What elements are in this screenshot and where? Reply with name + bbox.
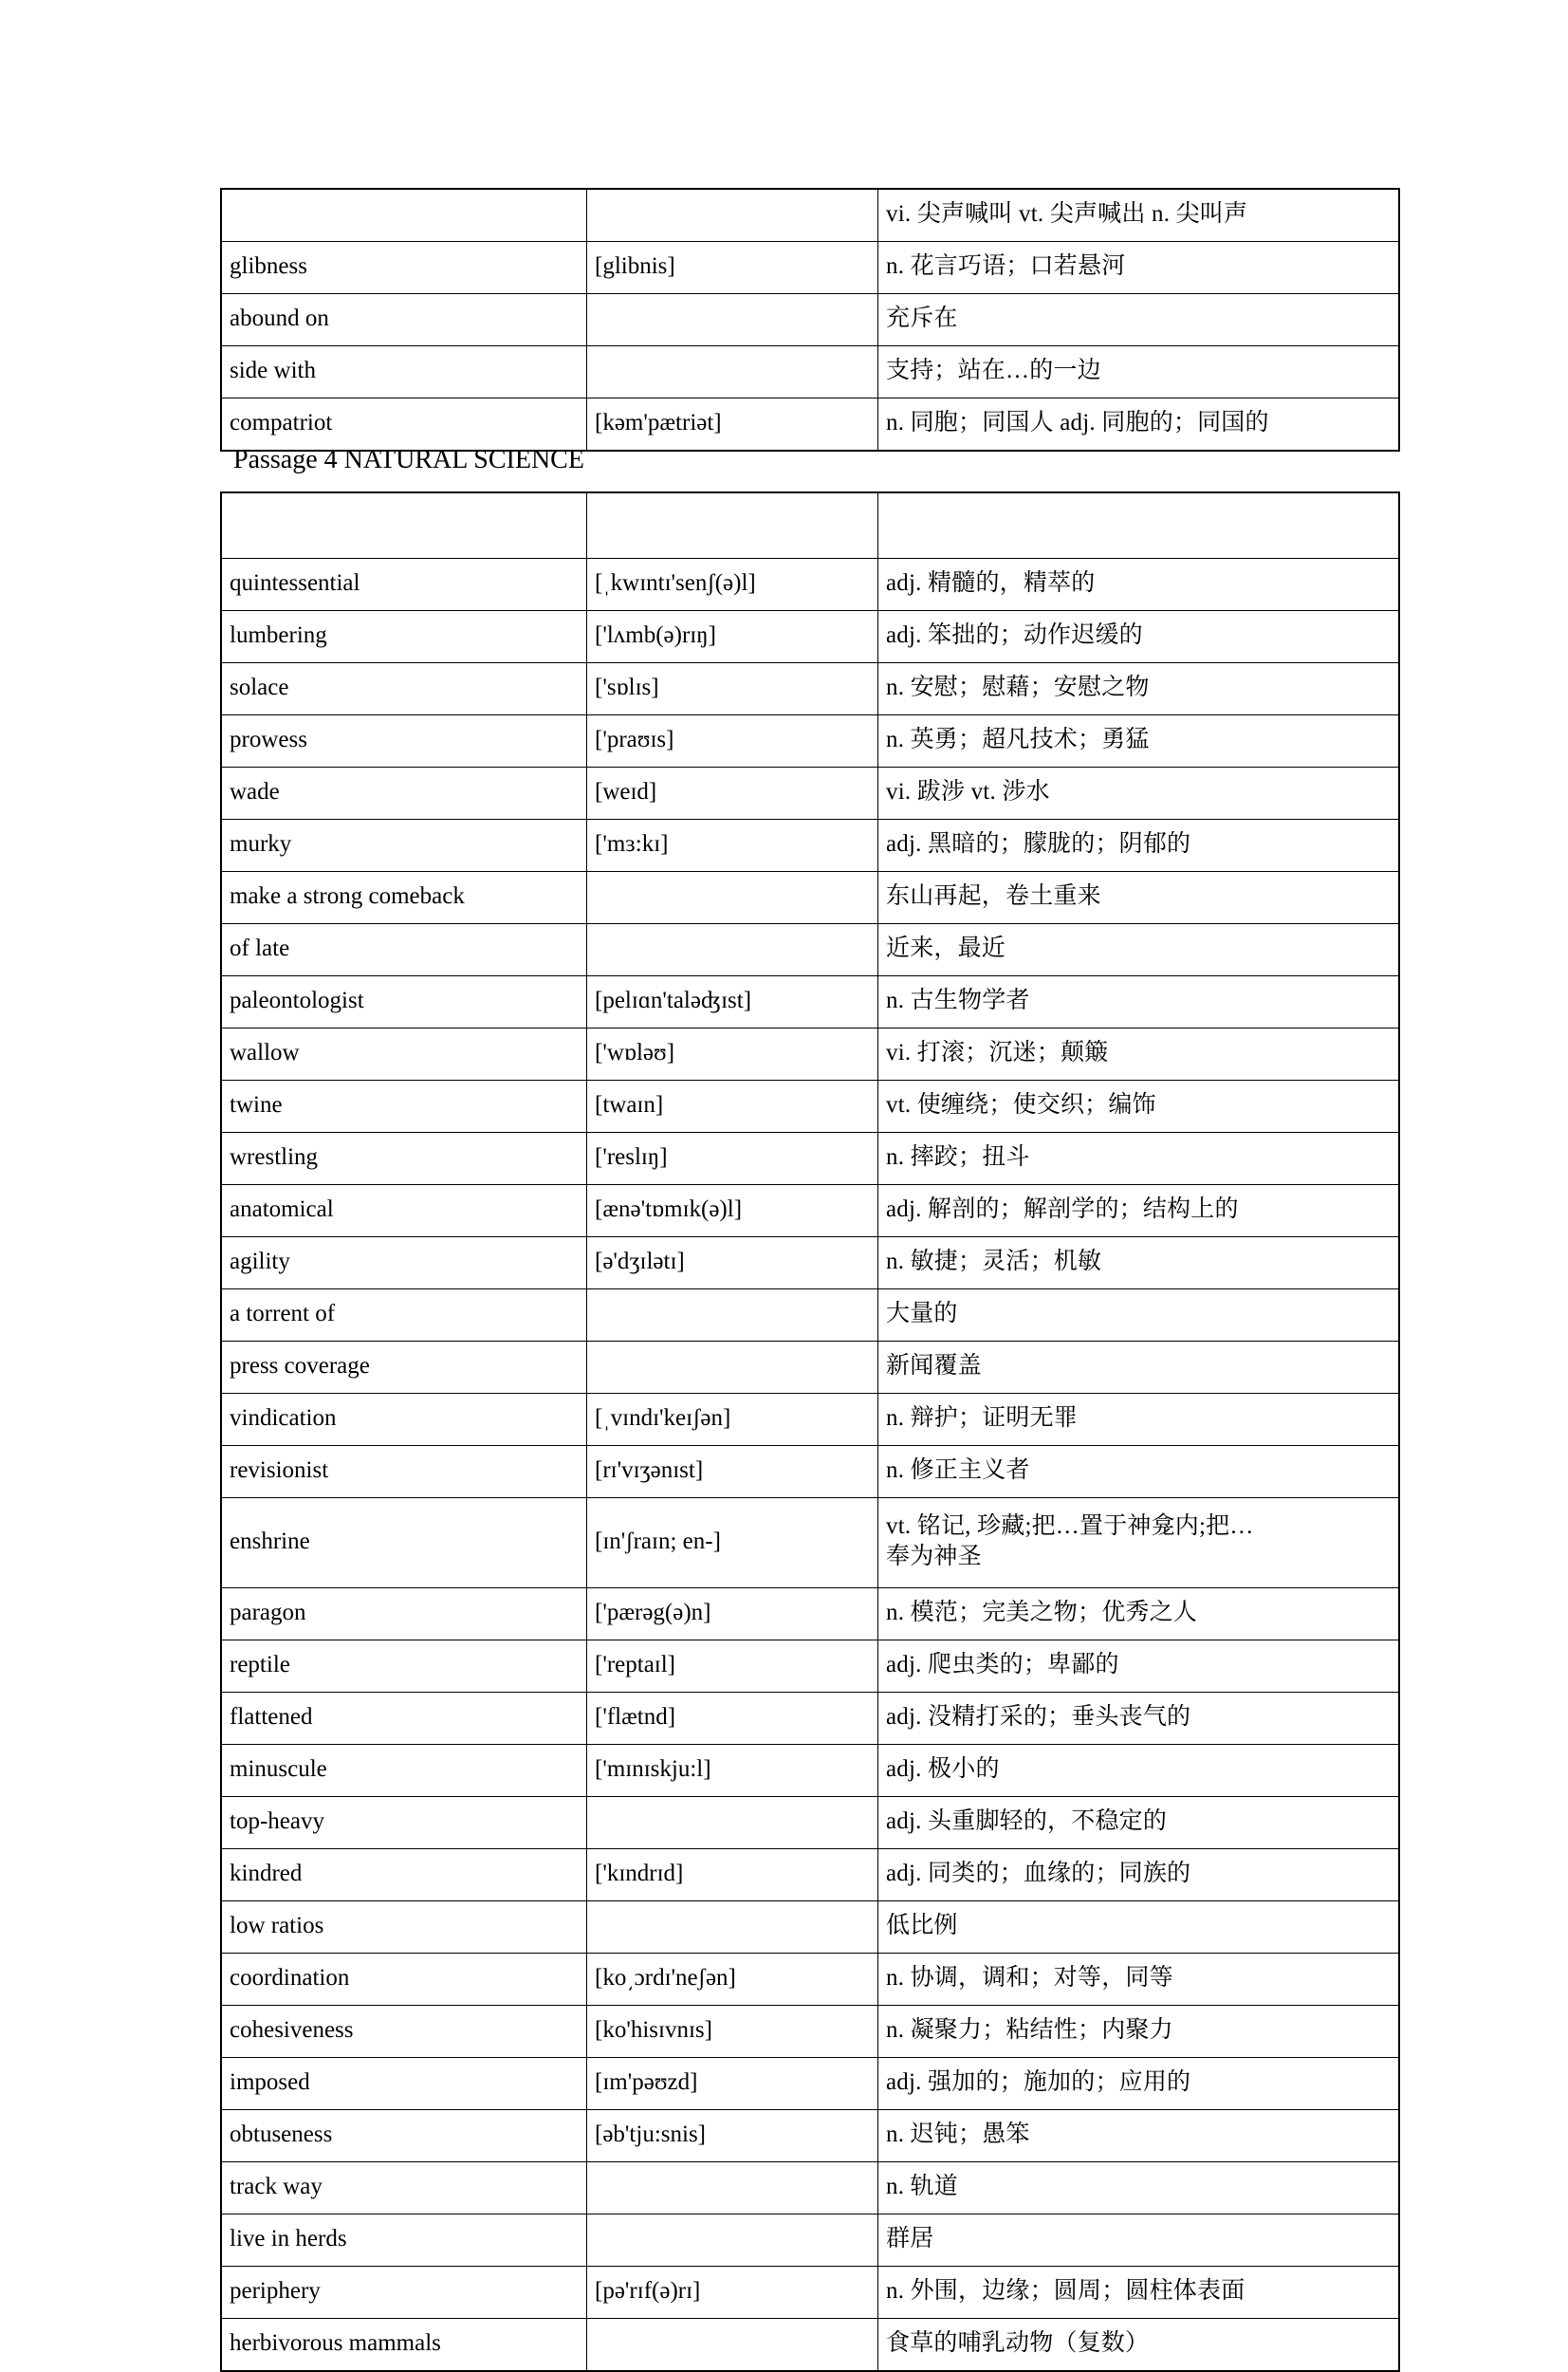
cell-definition: n. 轨道 xyxy=(878,2162,1400,2214)
table-row xyxy=(221,1342,1399,1394)
cell-word: murky xyxy=(221,820,587,872)
cell-word: side with xyxy=(221,346,587,398)
cell-word: kindred xyxy=(221,1849,587,1901)
table-row xyxy=(221,2214,1399,2267)
table-row xyxy=(221,1081,1399,1133)
cell-word: coordination xyxy=(221,1954,587,2006)
table-row xyxy=(221,1693,1399,1745)
cell-word: solace xyxy=(221,663,587,715)
top-table-container xyxy=(220,188,1349,452)
cell-definition: n. 同胞；同国人 adj. 同胞的；同国的 xyxy=(878,398,1400,452)
table-row xyxy=(221,1640,1399,1693)
cell-phonetic: [ˌkwɪntɪ'senʃ(ə)l] xyxy=(587,559,878,611)
cell-definition: 大量的 xyxy=(878,1289,1400,1342)
top-table-body xyxy=(221,189,1399,451)
table-row xyxy=(221,189,1399,242)
cell-phonetic xyxy=(587,924,878,976)
cell-phonetic xyxy=(587,2319,878,2372)
table-row xyxy=(221,1797,1399,1849)
table-row xyxy=(221,1745,1399,1797)
table-header-row xyxy=(221,492,1399,559)
cell-definition: adj. 解剖的；解剖学的；结构上的 xyxy=(878,1185,1400,1237)
cell-phonetic: ['mɜ:kɪ] xyxy=(587,820,878,872)
cell-word: track way xyxy=(221,2162,587,2214)
table-row xyxy=(221,242,1399,294)
cell-phonetic: ['reptaɪl] xyxy=(587,1640,878,1693)
cell-phonetic xyxy=(587,346,878,398)
cell-phonetic xyxy=(587,1289,878,1342)
table-row xyxy=(221,346,1399,398)
cell-word: anatomical xyxy=(221,1185,587,1237)
cell-phonetic: ['flætnd] xyxy=(587,1693,878,1745)
table-row xyxy=(221,1185,1399,1237)
table-row xyxy=(221,2110,1399,2162)
vocabulary-table-passage-4 xyxy=(220,491,1400,2372)
cell-definition: n. 安慰；慰藉；安慰之物 xyxy=(878,663,1400,715)
cell-word: periphery xyxy=(221,2267,587,2319)
table-row xyxy=(221,1901,1399,1954)
cell-word: agility xyxy=(221,1237,587,1289)
cell-word: wallow xyxy=(221,1028,587,1081)
passage-title: Passage 4 NATURAL SCIENCE xyxy=(233,445,584,474)
header-cell-definition xyxy=(878,492,1400,559)
table-row xyxy=(221,768,1399,820)
cell-definition: 充斥在 xyxy=(878,294,1400,346)
cell-definition: 食草的哺乳动物（复数） xyxy=(878,2319,1400,2372)
cell-phonetic: ['praʊɪs] xyxy=(587,715,878,768)
cell-word: make a strong comeback xyxy=(221,872,587,924)
cell-definition: adj. 精髓的，精萃的 xyxy=(878,559,1400,611)
cell-word: glibness xyxy=(221,242,587,294)
table-row xyxy=(221,663,1399,715)
cell-word: cohesiveness xyxy=(221,2006,587,2058)
table-row xyxy=(221,1237,1399,1289)
cell-phonetic: [ˌvɪndɪ'keɪʃən] xyxy=(587,1394,878,1446)
cell-definition: n. 英勇；超凡技术；勇猛 xyxy=(878,715,1400,768)
cell-word: revisionist xyxy=(221,1446,587,1498)
table-row xyxy=(221,1849,1399,1901)
table-row xyxy=(221,2267,1399,2319)
cell-word: paragon xyxy=(221,1588,587,1640)
table-row xyxy=(221,1133,1399,1185)
cell-word: prowess xyxy=(221,715,587,768)
cell-phonetic: [əb'tju:snis] xyxy=(587,2110,878,2162)
cell-phonetic xyxy=(587,1342,878,1394)
cell-definition: adj. 头重脚轻的，不稳定的 xyxy=(878,1797,1400,1849)
table-row xyxy=(221,1498,1399,1588)
cell-definition: n. 外围，边缘；圆周；圆柱体表面 xyxy=(878,2267,1400,2319)
cell-definition: adj. 黑暗的；朦胧的；阴郁的 xyxy=(878,820,1400,872)
cell-word: of late xyxy=(221,924,587,976)
cell-word: top-heavy xyxy=(221,1797,587,1849)
cell-phonetic: [ko'hisɪvnɪs] xyxy=(587,2006,878,2058)
cell-definition: 近来，最近 xyxy=(878,924,1400,976)
cell-definition-line2: 奉为神圣 xyxy=(886,1544,982,1569)
cell-word xyxy=(221,189,587,242)
table-row xyxy=(221,2319,1399,2372)
cell-phonetic: [pelɪɑn'taləʤɪst] xyxy=(587,976,878,1028)
cell-definition: n. 模范；完美之物；优秀之人 xyxy=(878,1588,1400,1640)
cell-phonetic: [ɪn'ʃraɪn; en-] xyxy=(587,1498,878,1588)
cell-word: low ratios xyxy=(221,1901,587,1954)
cell-phonetic: [pə'rɪf(ə)rɪ] xyxy=(587,2267,878,2319)
cell-phonetic: [ɪm'pəʊzd] xyxy=(587,2058,878,2110)
main-table-container xyxy=(220,491,1349,2372)
cell-definition: adj. 没精打采的；垂头丧气的 xyxy=(878,1693,1400,1745)
cell-phonetic: ['lʌmb(ə)rɪŋ] xyxy=(587,611,878,663)
table-row xyxy=(221,2162,1399,2214)
cell-word: compatriot xyxy=(221,398,587,452)
cell-phonetic: [weɪd] xyxy=(587,768,878,820)
cell-definition: n. 凝聚力；粘结性；内聚力 xyxy=(878,2006,1400,2058)
cell-word: reptile xyxy=(221,1640,587,1693)
cell-word: a torrent of xyxy=(221,1289,587,1342)
cell-definition: adj. 同类的；血缘的；同族的 xyxy=(878,1849,1400,1901)
cell-word: press coverage xyxy=(221,1342,587,1394)
table-row xyxy=(221,1028,1399,1081)
cell-phonetic: ['pærəg(ə)n] xyxy=(587,1588,878,1640)
table-row xyxy=(221,715,1399,768)
cell-word: paleontologist xyxy=(221,976,587,1028)
cell-definition: n. 修正主义者 xyxy=(878,1446,1400,1498)
cell-phonetic: ['wɒləʊ] xyxy=(587,1028,878,1081)
cell-definition: 低比例 xyxy=(878,1901,1400,1954)
table-row xyxy=(221,1394,1399,1446)
cell-definition: 群居 xyxy=(878,2214,1400,2267)
main-table-body xyxy=(221,492,1399,2371)
cell-definition: 新闻覆盖 xyxy=(878,1342,1400,1394)
cell-definition: adj. 笨拙的；动作迟缓的 xyxy=(878,611,1400,663)
cell-phonetic: ['kɪndrɪd] xyxy=(587,1849,878,1901)
cell-phonetic: [ænə'tɒmɪk(ə)l] xyxy=(587,1185,878,1237)
header-cell-word xyxy=(221,492,587,559)
cell-phonetic: [ko͵ɔrdɪ'neʃən] xyxy=(587,1954,878,2006)
cell-word: quintessential xyxy=(221,559,587,611)
cell-phonetic xyxy=(587,294,878,346)
cell-word: herbivorous mammals xyxy=(221,2319,587,2372)
cell-definition: vi. 尖声喊叫 vt. 尖声喊出 n. 尖叫声 xyxy=(878,189,1400,242)
cell-word: minuscule xyxy=(221,1745,587,1797)
cell-phonetic xyxy=(587,1797,878,1849)
cell-phonetic xyxy=(587,2214,878,2267)
cell-phonetic: [twaɪn] xyxy=(587,1081,878,1133)
cell-word: live in herds xyxy=(221,2214,587,2267)
cell-phonetic xyxy=(587,1901,878,1954)
cell-definition: vi. 打滚；沉迷；颠簸 xyxy=(878,1028,1400,1081)
cell-word: wrestling xyxy=(221,1133,587,1185)
cell-definition: n. 花言巧语；口若悬河 xyxy=(878,242,1400,294)
cell-definition: n. 辩护；证明无罪 xyxy=(878,1394,1400,1446)
cell-phonetic: ['sɒlɪs] xyxy=(587,663,878,715)
table-row xyxy=(221,820,1399,872)
table-row xyxy=(221,1289,1399,1342)
cell-word: vindication xyxy=(221,1394,587,1446)
cell-word: twine xyxy=(221,1081,587,1133)
cell-phonetic: [ə'dʒɪlətɪ] xyxy=(587,1237,878,1289)
table-row xyxy=(221,398,1399,452)
cell-phonetic: ['reslɪŋ] xyxy=(587,1133,878,1185)
cell-definition: 东山再起，卷土重来 xyxy=(878,872,1400,924)
cell-definition: n. 古生物学者 xyxy=(878,976,1400,1028)
table-row xyxy=(221,1446,1399,1498)
cell-phonetic xyxy=(587,189,878,242)
cell-definition: adj. 极小的 xyxy=(878,1745,1400,1797)
cell-word: lumbering xyxy=(221,611,587,663)
table-row xyxy=(221,559,1399,611)
cell-phonetic: [glibnis] xyxy=(587,242,878,294)
vocabulary-table-continued xyxy=(220,188,1400,452)
cell-phonetic: ['mɪnɪskju:l] xyxy=(587,1745,878,1797)
header-cell-phonetic xyxy=(587,492,878,559)
cell-phonetic: [kəm'pætriət] xyxy=(587,398,878,452)
cell-phonetic xyxy=(587,2162,878,2214)
table-row xyxy=(221,2058,1399,2110)
cell-definition: 支持；站在…的一边 xyxy=(878,346,1400,398)
cell-word: obtuseness xyxy=(221,2110,587,2162)
cell-phonetic: [rɪ'vɪʒənɪst] xyxy=(587,1446,878,1498)
cell-definition: adj. 强加的；施加的；应用的 xyxy=(878,2058,1400,2110)
cell-definition: adj. 爬虫类的；卑鄙的 xyxy=(878,1640,1400,1693)
cell-word: abound on xyxy=(221,294,587,346)
cell-definition: vt. 使缠绕；使交织；编饰 xyxy=(878,1081,1400,1133)
table-row xyxy=(221,611,1399,663)
cell-definition: vt. 铭记, 珍藏;把…置于神龛内;把… 奉为神圣 xyxy=(878,1498,1400,1588)
table-row xyxy=(221,924,1399,976)
cell-word: wade xyxy=(221,768,587,820)
table-row xyxy=(221,2006,1399,2058)
cell-word: enshrine xyxy=(221,1498,587,1588)
cell-definition: vi. 跋涉 vt. 涉水 xyxy=(878,768,1400,820)
table-row xyxy=(221,1954,1399,2006)
table-row xyxy=(221,976,1399,1028)
cell-definition: n. 迟钝；愚笨 xyxy=(878,2110,1400,2162)
table-row xyxy=(221,872,1399,924)
cell-definition: n. 摔跤；扭斗 xyxy=(878,1133,1400,1185)
cell-word: flattened xyxy=(221,1693,587,1745)
cell-definition: n. 协调，调和；对等，同等 xyxy=(878,1954,1400,2006)
table-row xyxy=(221,294,1399,346)
table-row xyxy=(221,1588,1399,1640)
cell-word: imposed xyxy=(221,2058,587,2110)
cell-definition: n. 敏捷；灵活；机敏 xyxy=(878,1237,1400,1289)
cell-phonetic xyxy=(587,872,878,924)
